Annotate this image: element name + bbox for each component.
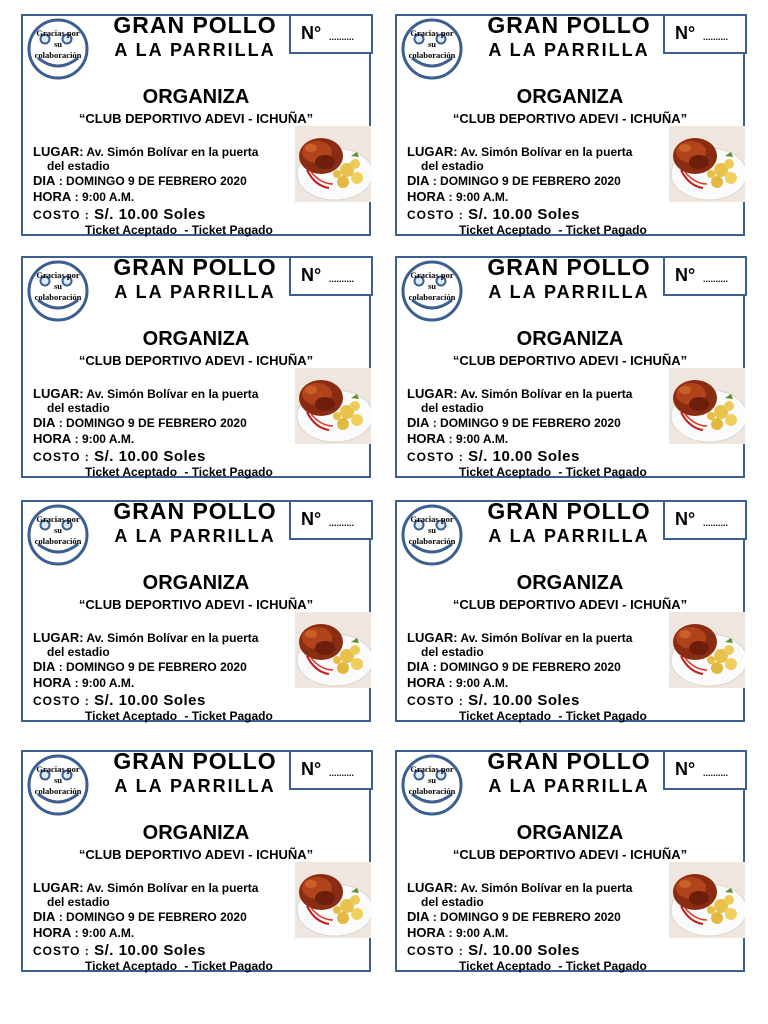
location-line [33, 630, 258, 645]
ticket-footer [459, 465, 647, 479]
cost-value: S/. 10.00 Soles [468, 448, 580, 465]
time-value: : 9:00 A.M. [445, 190, 509, 204]
time-value: : 9:00 A.M. [71, 676, 135, 690]
event-title: GRAN POLLO [487, 498, 651, 524]
location-value: Av. Simón Bolívar en la puerta [83, 387, 259, 401]
logo-text-line: colaboración [34, 536, 82, 546]
raffle-ticket [395, 500, 745, 722]
ticket-number-blank: .......... [703, 768, 729, 778]
logo-text [29, 270, 87, 303]
date-label: DIA [407, 415, 430, 430]
organizer-heading: ORGANIZA [142, 86, 250, 108]
cost-value: S/. 10.00 Soles [94, 942, 206, 959]
footer-paid: - Ticket Pagado [555, 959, 647, 973]
location-line-continued: del estadio [421, 401, 484, 415]
footer-accepted: Ticket Aceptado [85, 465, 178, 479]
event-title: GRAN POLLO [113, 498, 277, 524]
ticket-number-label: N° [301, 509, 322, 529]
ticket-number-blank: .......... [329, 274, 355, 284]
cost-value: S/. 10.00 Soles [94, 692, 206, 709]
logo-text-line: Gracias por [36, 270, 80, 280]
ticket-number-blank: .......... [703, 274, 729, 284]
organizer-name: “CLUB DEPORTIVO ADEVI - ICHUÑA” [78, 847, 314, 862]
logo-text-line: colaboración [34, 50, 82, 60]
time-line [407, 675, 508, 690]
cost-value: S/. 10.00 Soles [94, 206, 206, 223]
ticket-footer [85, 709, 273, 723]
ticket-number-label: N° [675, 23, 696, 43]
date-label: DIA [407, 173, 430, 188]
event-subtitle: A LA PARRILLA [114, 40, 276, 60]
cost-line [407, 206, 580, 223]
organizer-name: “CLUB DEPORTIVO ADEVI - ICHUÑA” [452, 111, 688, 126]
roast-chicken-plate-image [669, 862, 745, 938]
chicken-dish-illustration [669, 126, 745, 202]
footer-accepted: Ticket Aceptado [85, 223, 178, 237]
logo-text [29, 764, 87, 797]
event-title: GRAN POLLO [113, 748, 277, 774]
time-value: : 9:00 A.M. [71, 926, 135, 940]
ticket-number-blank: .......... [703, 32, 729, 42]
roast-chicken-plate-image [295, 612, 371, 688]
logo-text-line: colaboración [408, 536, 456, 546]
organizer-heading: ORGANIZA [142, 822, 250, 844]
time-label: HORA [33, 431, 72, 446]
thank-you-logo [25, 754, 91, 816]
date-line [407, 909, 621, 924]
location-label: LUGAR: [33, 630, 84, 645]
organizer-name: “CLUB DEPORTIVO ADEVI - ICHUÑA” [452, 353, 688, 368]
cost-line [33, 942, 206, 959]
location-value: Av. Simón Bolívar en la puerta [457, 387, 633, 401]
ticket-number-box [289, 14, 373, 54]
time-label: HORA [407, 925, 446, 940]
location-value: Av. Simón Bolívar en la puerta [83, 145, 259, 159]
ticket-number-blank: .......... [703, 518, 729, 528]
cost-label: COSTO : [33, 944, 95, 958]
logo-text-line: su [427, 281, 437, 291]
date-value: : DOMINGO 9 DE FEBRERO 2020 [429, 910, 621, 924]
event-subtitle: A LA PARRILLA [114, 776, 276, 796]
time-value: : 9:00 A.M. [71, 432, 135, 446]
cost-line [407, 448, 580, 465]
event-subtitle: A LA PARRILLA [114, 282, 276, 302]
time-value: : 9:00 A.M. [445, 926, 509, 940]
footer-accepted: Ticket Aceptado [459, 465, 552, 479]
location-value: Av. Simón Bolívar en la puerta [457, 881, 633, 895]
location-line [33, 386, 258, 401]
cost-line [33, 206, 206, 223]
logo-text-line: Gracias por [36, 764, 80, 774]
ticket-number-blank: .......... [329, 768, 355, 778]
roast-chicken-plate-image [669, 126, 745, 202]
location-line-continued: del estadio [421, 645, 484, 659]
event-title: GRAN POLLO [113, 254, 277, 280]
roast-chicken-plate-image [669, 368, 745, 444]
ticket-number-blank: .......... [329, 518, 355, 528]
time-value: : 9:00 A.M. [445, 676, 509, 690]
date-label: DIA [33, 909, 56, 924]
date-value: : DOMINGO 9 DE FEBRERO 2020 [429, 174, 621, 188]
logo-text-line: Gracias por [410, 514, 454, 524]
ticket-footer [85, 465, 273, 479]
date-value: : DOMINGO 9 DE FEBRERO 2020 [55, 910, 247, 924]
cost-line [33, 692, 206, 709]
footer-accepted: Ticket Aceptado [85, 709, 178, 723]
cost-value: S/. 10.00 Soles [468, 942, 580, 959]
event-subtitle: A LA PARRILLA [488, 282, 650, 302]
ticket-number-box [663, 750, 747, 790]
roast-chicken-plate-image [295, 862, 371, 938]
location-label: LUGAR: [33, 880, 84, 895]
roast-chicken-plate-image [669, 612, 745, 688]
footer-paid: - Ticket Pagado [181, 959, 273, 973]
ticket-footer [459, 959, 647, 973]
chicken-dish-illustration [295, 862, 371, 938]
organizer-heading: ORGANIZA [516, 822, 624, 844]
event-title: GRAN POLLO [487, 12, 651, 38]
cost-line [33, 448, 206, 465]
ticket-number-box [663, 500, 747, 540]
logo-text-line: su [53, 281, 63, 291]
time-label: HORA [407, 431, 446, 446]
raffle-ticket [21, 750, 371, 972]
logo-text-line: su [53, 775, 63, 785]
location-line-continued: del estadio [421, 159, 484, 173]
thank-you-logo [25, 260, 91, 322]
ticket-footer [85, 959, 273, 973]
time-value: : 9:00 A.M. [445, 432, 509, 446]
cost-value: S/. 10.00 Soles [468, 206, 580, 223]
date-line [407, 173, 621, 188]
organizer-heading: ORGANIZA [142, 572, 250, 594]
ticket-number-blank: .......... [329, 32, 355, 42]
organizer-heading: ORGANIZA [516, 328, 624, 350]
location-line-continued: del estadio [47, 895, 110, 909]
time-line [407, 925, 508, 940]
roast-chicken-plate-image [295, 126, 371, 202]
location-line [33, 144, 258, 159]
footer-paid: - Ticket Pagado [181, 709, 273, 723]
organizer-name: “CLUB DEPORTIVO ADEVI - ICHUÑA” [78, 353, 314, 368]
logo-text-line: Gracias por [410, 28, 454, 38]
organizer-heading: ORGANIZA [516, 86, 624, 108]
footer-paid: - Ticket Pagado [555, 223, 647, 237]
raffle-ticket [395, 256, 745, 478]
raffle-ticket [395, 750, 745, 972]
cost-label: COSTO : [33, 450, 95, 464]
time-value: : 9:00 A.M. [71, 190, 135, 204]
organizer-name: “CLUB DEPORTIVO ADEVI - ICHUÑA” [452, 847, 688, 862]
logo-text-line: su [53, 525, 63, 535]
logo-text-line: colaboración [34, 292, 82, 302]
logo-text-line: colaboración [34, 786, 82, 796]
location-label: LUGAR: [407, 880, 458, 895]
thank-you-logo [399, 18, 465, 80]
date-line [33, 659, 247, 674]
thank-you-logo [399, 504, 465, 566]
cost-label: COSTO : [407, 944, 469, 958]
date-line [407, 415, 621, 430]
chicken-dish-illustration [295, 126, 371, 202]
location-line [407, 630, 632, 645]
location-line [33, 880, 258, 895]
ticket-number-label: N° [301, 23, 322, 43]
location-value: Av. Simón Bolívar en la puerta [457, 631, 633, 645]
thank-you-logo [399, 754, 465, 816]
event-title: GRAN POLLO [113, 12, 277, 38]
event-title: GRAN POLLO [487, 254, 651, 280]
cost-line [407, 942, 580, 959]
event-title: GRAN POLLO [487, 748, 651, 774]
location-line-continued: del estadio [421, 895, 484, 909]
time-line [33, 925, 134, 940]
location-value: Av. Simón Bolívar en la puerta [83, 881, 259, 895]
footer-accepted: Ticket Aceptado [459, 223, 552, 237]
ticket-number-label: N° [301, 265, 322, 285]
ticket-number-box [663, 14, 747, 54]
organizer-name: “CLUB DEPORTIVO ADEVI - ICHUÑA” [78, 111, 314, 126]
chicken-dish-illustration [295, 612, 371, 688]
ticket-number-box [289, 500, 373, 540]
logo-text-line: colaboración [408, 292, 456, 302]
logo-text [403, 28, 461, 61]
footer-accepted: Ticket Aceptado [459, 959, 552, 973]
ticket-footer [85, 223, 273, 237]
logo-text [403, 514, 461, 547]
location-line [407, 386, 632, 401]
footer-paid: - Ticket Pagado [555, 465, 647, 479]
cost-label: COSTO : [407, 450, 469, 464]
time-label: HORA [407, 675, 446, 690]
date-label: DIA [33, 173, 56, 188]
location-label: LUGAR: [33, 386, 84, 401]
cost-value: S/. 10.00 Soles [94, 448, 206, 465]
location-value: Av. Simón Bolívar en la puerta [457, 145, 633, 159]
time-line [33, 675, 134, 690]
time-label: HORA [33, 189, 72, 204]
raffle-ticket [21, 14, 371, 236]
ticket-footer [459, 223, 647, 237]
cost-value: S/. 10.00 Soles [468, 692, 580, 709]
location-label: LUGAR: [33, 144, 84, 159]
location-line-continued: del estadio [47, 401, 110, 415]
logo-text-line: su [53, 39, 63, 49]
logo-text-line: Gracias por [36, 514, 80, 524]
time-line [407, 431, 508, 446]
location-label: LUGAR: [407, 386, 458, 401]
time-line [33, 431, 134, 446]
footer-accepted: Ticket Aceptado [85, 959, 178, 973]
thank-you-logo [25, 18, 91, 80]
chicken-dish-illustration [669, 612, 745, 688]
logo-text-line: Gracias por [36, 28, 80, 38]
event-subtitle: A LA PARRILLA [488, 40, 650, 60]
location-label: LUGAR: [407, 630, 458, 645]
logo-text-line: su [427, 525, 437, 535]
time-label: HORA [33, 925, 72, 940]
raffle-ticket [21, 500, 371, 722]
location-line-continued: del estadio [47, 645, 110, 659]
ticket-footer [459, 709, 647, 723]
chicken-dish-illustration [295, 368, 371, 444]
time-line [407, 189, 508, 204]
raffle-ticket [21, 256, 371, 478]
location-line-continued: del estadio [47, 159, 110, 173]
event-subtitle: A LA PARRILLA [488, 776, 650, 796]
footer-paid: - Ticket Pagado [555, 709, 647, 723]
logo-text [403, 270, 461, 303]
logo-text [29, 28, 87, 61]
date-value: : DOMINGO 9 DE FEBRERO 2020 [55, 174, 247, 188]
thank-you-logo [25, 504, 91, 566]
time-line [33, 189, 134, 204]
organizer-heading: ORGANIZA [516, 572, 624, 594]
footer-paid: - Ticket Pagado [181, 465, 273, 479]
cost-label: COSTO : [33, 694, 95, 708]
time-label: HORA [407, 189, 446, 204]
cost-line [407, 692, 580, 709]
date-label: DIA [33, 659, 56, 674]
logo-text [403, 764, 461, 797]
logo-text-line: su [427, 775, 437, 785]
date-line [407, 659, 621, 674]
organizer-name: “CLUB DEPORTIVO ADEVI - ICHUÑA” [78, 597, 314, 612]
cost-label: COSTO : [407, 694, 469, 708]
ticket-number-label: N° [301, 759, 322, 779]
time-label: HORA [33, 675, 72, 690]
raffle-ticket [395, 14, 745, 236]
ticket-number-label: N° [675, 759, 696, 779]
location-label: LUGAR: [407, 144, 458, 159]
location-line [407, 880, 632, 895]
date-value: : DOMINGO 9 DE FEBRERO 2020 [55, 660, 247, 674]
logo-text-line: colaboración [408, 786, 456, 796]
organizer-name: “CLUB DEPORTIVO ADEVI - ICHUÑA” [452, 597, 688, 612]
ticket-number-label: N° [675, 265, 696, 285]
date-line [33, 909, 247, 924]
footer-accepted: Ticket Aceptado [459, 709, 552, 723]
chicken-dish-illustration [669, 862, 745, 938]
date-value: : DOMINGO 9 DE FEBRERO 2020 [55, 416, 247, 430]
cost-label: COSTO : [33, 208, 95, 222]
logo-text-line: su [427, 39, 437, 49]
logo-text-line: Gracias por [410, 270, 454, 280]
date-label: DIA [33, 415, 56, 430]
date-value: : DOMINGO 9 DE FEBRERO 2020 [429, 416, 621, 430]
date-value: : DOMINGO 9 DE FEBRERO 2020 [429, 660, 621, 674]
thank-you-logo [399, 260, 465, 322]
footer-paid: - Ticket Pagado [181, 223, 273, 237]
date-line [33, 173, 247, 188]
ticket-number-box [663, 256, 747, 296]
organizer-heading: ORGANIZA [142, 328, 250, 350]
location-line [407, 144, 632, 159]
cost-label: COSTO : [407, 208, 469, 222]
date-line [33, 415, 247, 430]
location-value: Av. Simón Bolívar en la puerta [83, 631, 259, 645]
logo-text-line: Gracias por [410, 764, 454, 774]
chicken-dish-illustration [669, 368, 745, 444]
ticket-number-box [289, 256, 373, 296]
event-subtitle: A LA PARRILLA [488, 526, 650, 546]
date-label: DIA [407, 659, 430, 674]
event-subtitle: A LA PARRILLA [114, 526, 276, 546]
logo-text-line: colaboración [408, 50, 456, 60]
ticket-number-label: N° [675, 509, 696, 529]
logo-text [29, 514, 87, 547]
ticket-number-box [289, 750, 373, 790]
roast-chicken-plate-image [295, 368, 371, 444]
date-label: DIA [407, 909, 430, 924]
